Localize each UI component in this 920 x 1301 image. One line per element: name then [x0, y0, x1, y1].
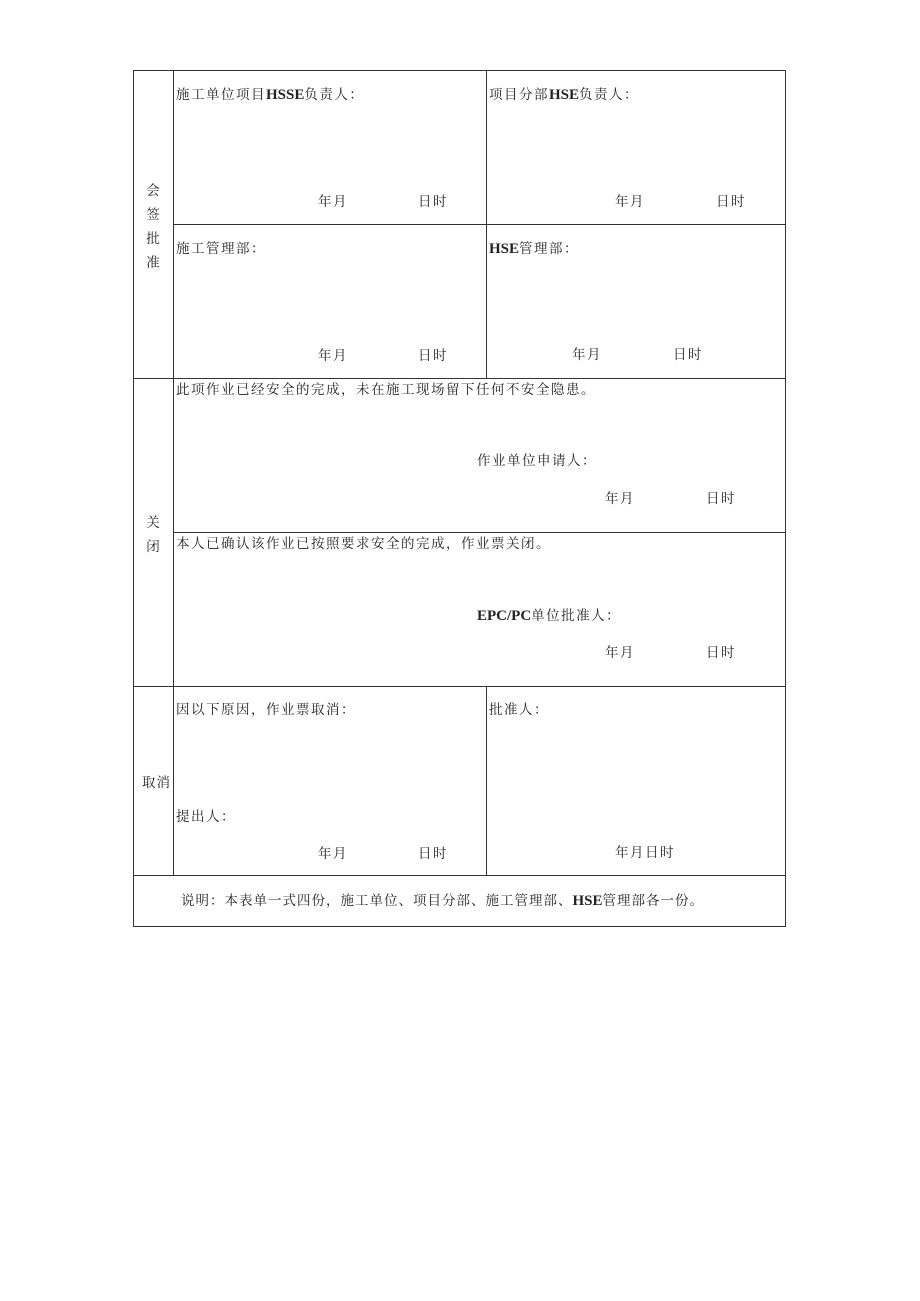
epc-approver-label: EPC/PC单位批准人： [477, 608, 622, 624]
date-month: 年月 [318, 194, 348, 210]
work-permit-form [133, 70, 786, 927]
divider [133, 378, 786, 379]
closure-side-label: 关 闭 [146, 515, 160, 555]
form-note: 说明：本表单一式四份，施工单位、项目分部、施工管理部、HSE管理部各一份。 [181, 893, 705, 909]
date-day: 日时 [706, 645, 736, 661]
closure-statement-1: 此项作业已经安全的完成，未在施工现场留下任何不安全隐患。 [176, 382, 596, 398]
date-month: 年月 [318, 348, 348, 364]
divider [173, 224, 786, 225]
date-month: 年月 [572, 347, 602, 363]
date-day: 日时 [418, 846, 448, 862]
column-divider [486, 70, 487, 378]
border-right [785, 70, 786, 927]
hse-mgmt-label: HSE管理部： [489, 241, 580, 257]
date-day: 日时 [418, 348, 448, 364]
cancel-approver-label: 批准人： [489, 702, 549, 718]
date-day: 日时 [418, 194, 448, 210]
border-top [133, 70, 786, 71]
column-divider [486, 686, 487, 875]
countersign-side-label: 会 签 批 准 [146, 183, 160, 271]
contractor-hsse-label: 施工单位项目HSSE负责人： [176, 87, 365, 103]
divider [133, 686, 786, 687]
divider [173, 532, 786, 533]
date-month: 年月 [318, 846, 348, 862]
date-month: 年月 [605, 491, 635, 507]
proposer-label: 提出人： [176, 809, 236, 825]
closure-statement-2: 本人已确认该作业已按照要求安全的完成，作业票关闭。 [176, 536, 551, 552]
date-combined: 年月日时 [615, 845, 675, 861]
date-month: 年月 [615, 194, 645, 210]
cancel-side-label: 取消 [142, 775, 171, 791]
date-day: 日时 [673, 347, 703, 363]
cancel-reason-label: 因以下原因，作业票取消： [176, 702, 356, 718]
date-day: 日时 [706, 491, 736, 507]
construction-mgmt-label: 施工管理部： [176, 241, 266, 257]
date-month: 年月 [605, 645, 635, 661]
divider [133, 875, 786, 876]
applicant-label: 作业单位申请人： [477, 453, 597, 469]
date-day: 日时 [716, 194, 746, 210]
label-column-divider [173, 70, 174, 875]
subproject-hse-label: 项目分部HSE负责人： [489, 87, 640, 103]
border-bottom [133, 926, 786, 927]
